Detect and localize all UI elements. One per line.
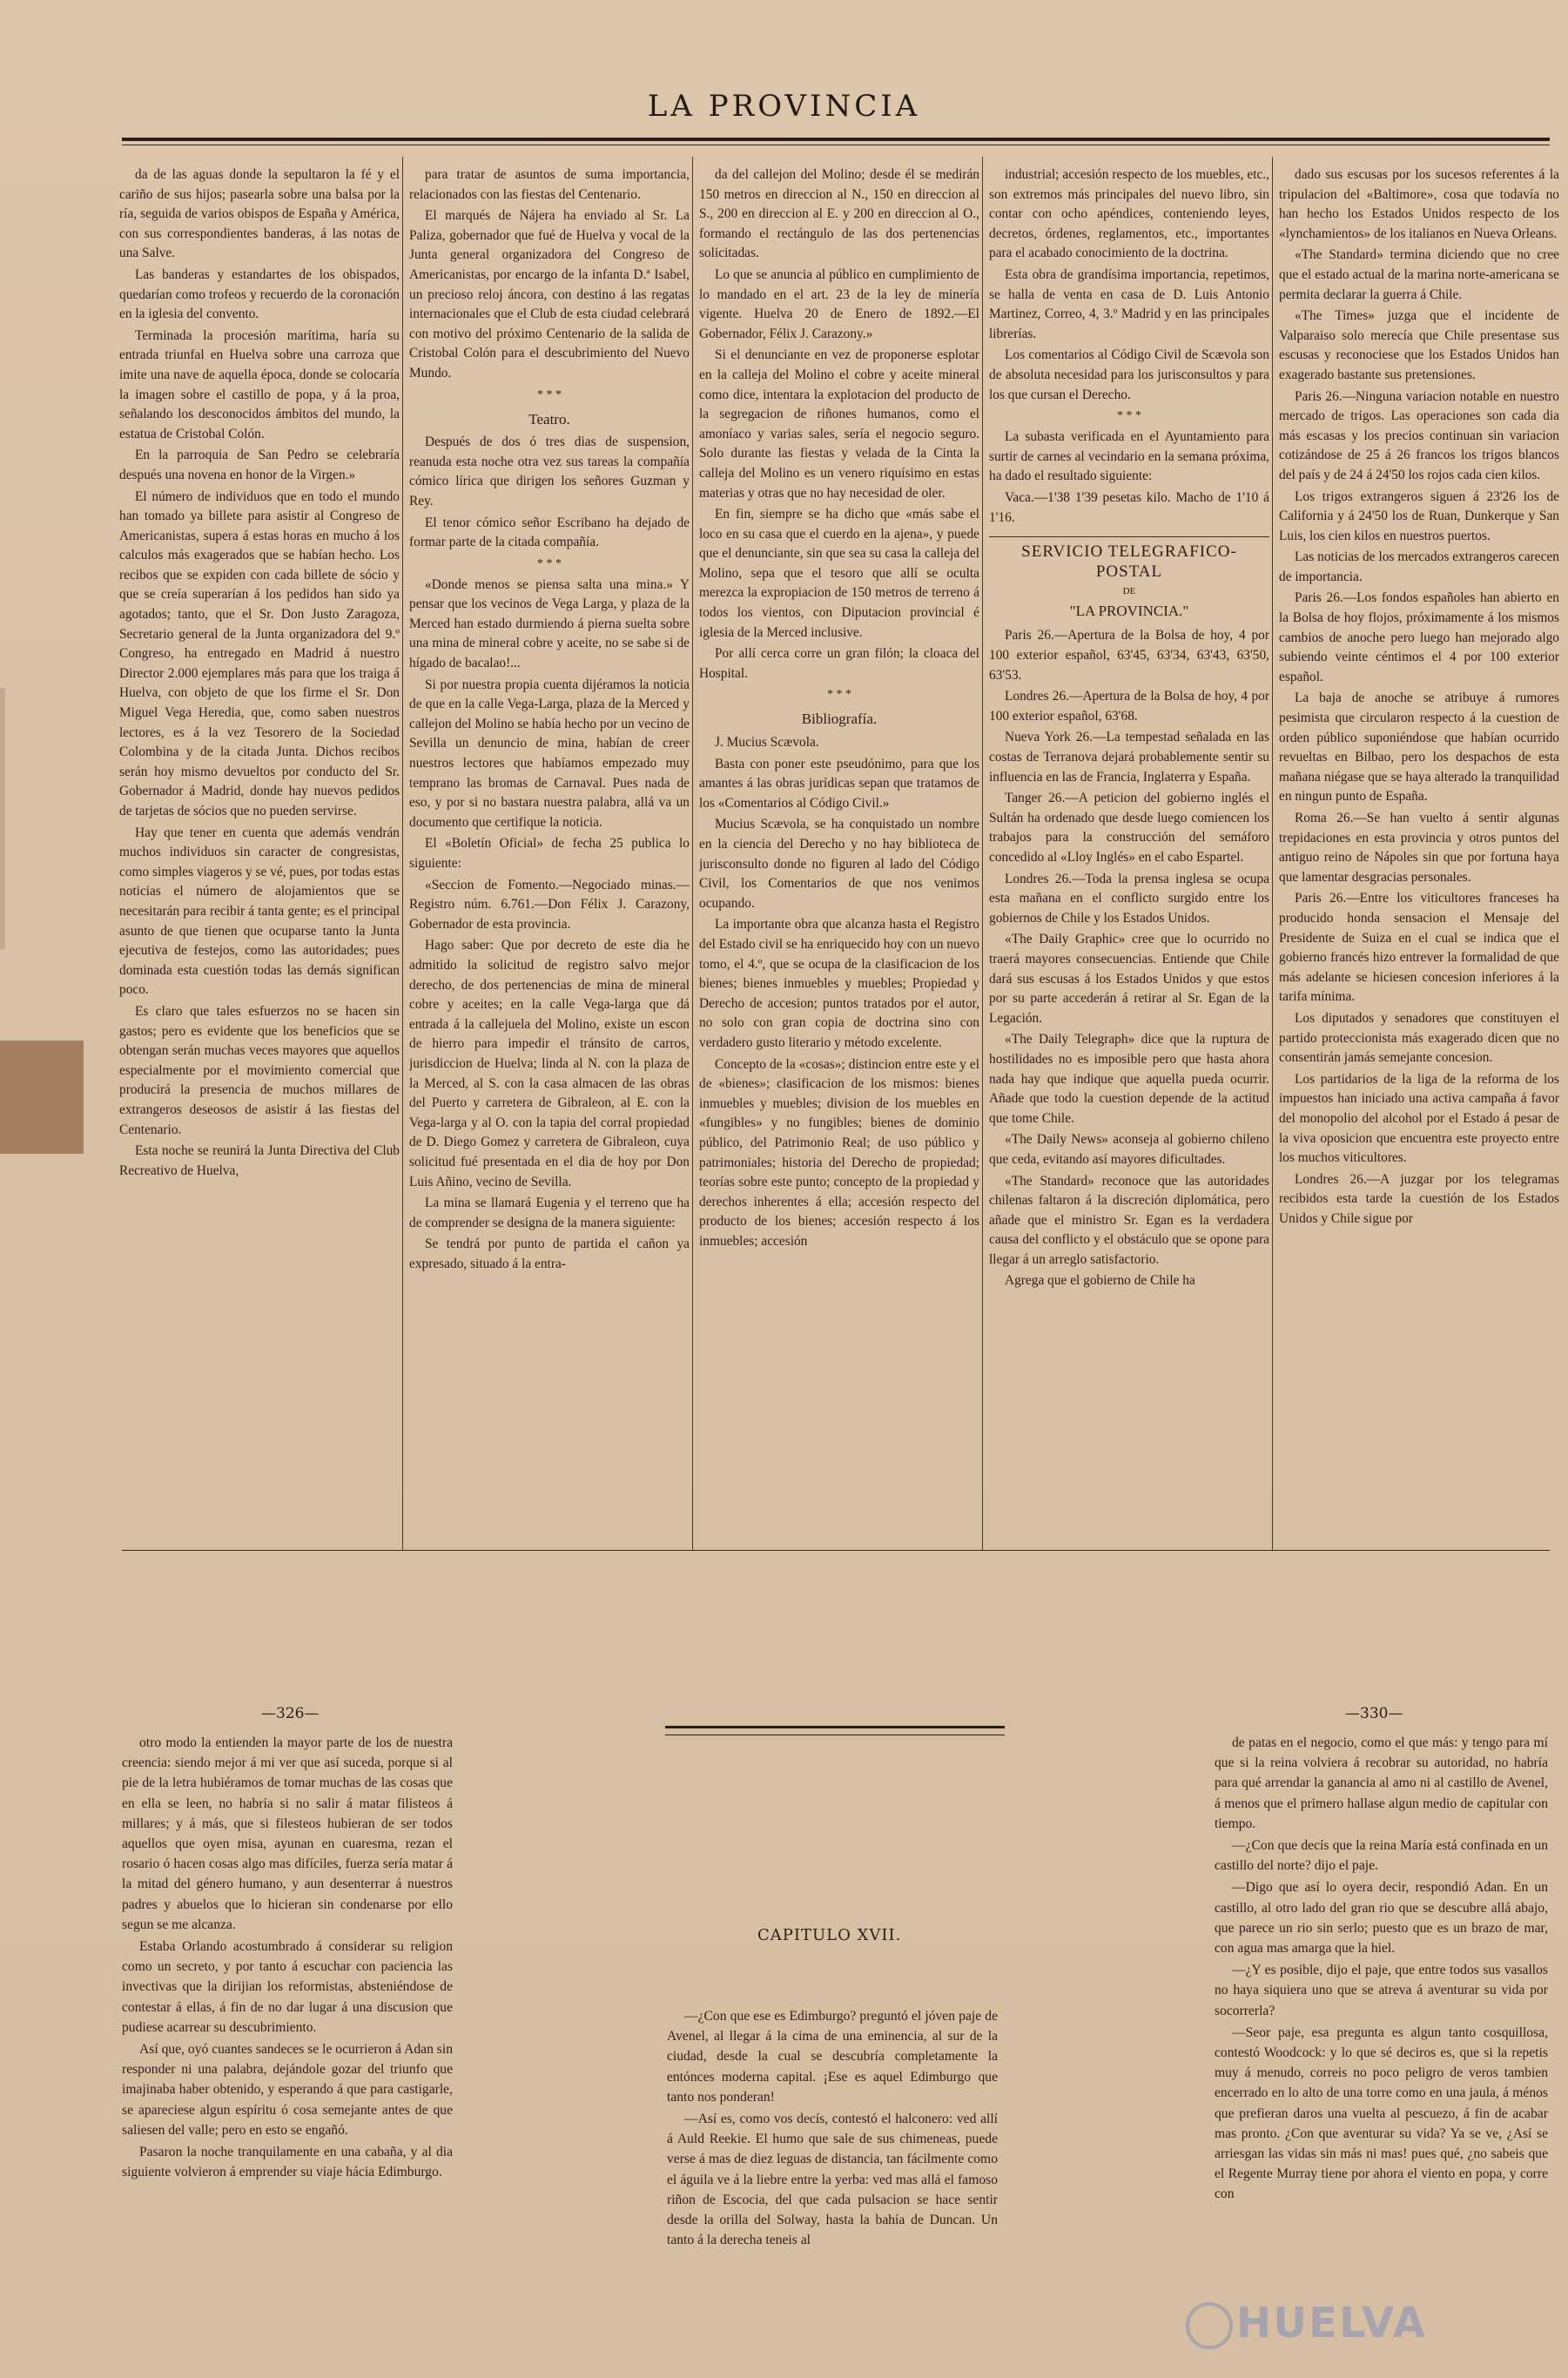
column-2-part-a [409,165,690,384]
page-edge-stain [0,688,5,949]
column-5 [1279,165,1559,1539]
paragraph: Mucius Scævola, se ha conquistado un nombre en la ciencia del Derecho y no hay biblioteca de jurisconsulto donde no figuren al lado del Código Civil, los Comentarios de que nos venimos ocupando. [699,817,979,911]
right-page-number: —330— [1345,1705,1403,1722]
column-4 [989,165,1269,1539]
paragraph: «The Standard» reconoce que las autoridades chilenas faltaron á la discreción diplomática, pero añade que el ministro Sr. Egan es la verdadera causa del conflicto y el obstáculo que se opone para llegar á un arreglo satisfactorio. [989,1173,1269,1267]
paragraph: Basta con poner este pseudónimo, para que los amantes á las obras jurídicas sepan que tratamos de los «Comentarios al Código Civil.» [699,756,979,811]
paragraph: Los diputados y senadores que constituyen el partido proteccionista más exagerado dicen que no consentirán jamás semejante concesion. [1279,1010,1559,1066]
chapter-top-rule [665,1726,1005,1728]
section-divider-asterism: * * * [537,556,562,570]
paragraph: dado sus escusas por los sucesos referentes á la tripulacion del «Baltimore», cosa que todavía no han hecho los Estados Unidos respecto de los «lynchamientos» de los italianos en Nueva Orleans. [1279,167,1559,241]
paragraph: Paris 26.—Ninguna variacion notable en nuestro mercado de trigos. Las operaciones son cada dia más escasas y los precios continuan sin variacion cotizándose de 25 á 26 francos los trigos blancos del país y de 24 á 24'50 los rojos cada cien kilos. [1279,388,1559,482]
paragraph: industrial; accesión respecto de los muebles, etc., son extremos más principales del nuevo libro, sin contar con ocho apéndices, conteniendo leyes, decretos, órdenes, reglamentos, etc., importantes para el acabado conocimiento de la doctrina. [989,167,1269,261]
column-3 [699,165,979,1539]
paragraph: Roma 26.—Se han vuelto á sentir algunas trepidaciones en esta provincia y otros puntos del antiguo reino de Nápoles sin que por fortuna haya que lamentar desgracias personales. [1279,811,1559,885]
paragraph: «The Standard» termina diciendo que no cree que el estado actual de la marina norte-americana se permita declarar la guerra á Chile. [1279,247,1559,302]
paragraph: Así que, oyó cuantes sandeces se le ocurrieron á Adan sin responder ni una palabra, dejándole gozar del triunfo que imajinaba haber obtenido, y esperando á que para castigarle, se apareciese algun espíritu ó cosa semejante antes de que saliesen del valle; pero en esto se engañó. [122,2042,453,2138]
column-2-part-c [409,576,690,1275]
paragraph: El número de individuos que en todo el mundo han tomado ya billete para asistir al Congreso de Americanistas, supera á estas horas en mucho á los calculos más exagerados que se habían hecho. Los recibos que se expiden con cada billete de sócio y que se creía superarían á los pedidos han sido ya agotados; tanto, que el Sr. Don Justo Zaragoza, Secretario general de la Junta organizadora del 9.º Congreso, ha entregado en Madrid á nuestro Director 2.000 ejemplares más para que los traiga á Huelva, con objeto de que los firme el Sr. Don Miguel Vega Heredia, que, como saben nuestros lectores, es á la vez Tesorero de la Sociedad Colombina y de la citada Junta. Dichos recibos serán hoy mismo devueltos por conducto del Sr. Gobernador á Madrid, donde hay nuevos pedidos de tarjetas de sócios que no pueden servirse. [119,488,400,818]
paragraph: «The Times» juzga que el incidente de Valparaiso solo merecía que Chile presentase sus escusas y reconociese que los Estados Unidos han exagerado bastante sus pretensiones. [1279,308,1559,382]
paragraph: Esta noche se reunirá la Junta Directiva del Club Recreativo de Huelva, [119,1143,400,1178]
column-3-part-b [699,733,979,1251]
paragraph: Agrega que el gobierno de Chile ha [1005,1273,1195,1289]
chapter-heading: CAPITULO XVII. [757,1926,902,1944]
paragraph: Terminada la procesión marítima, haría su entrada triunfal en Huelva sobre una carroza que imite una nave de aquella época, donde se colocaría la imagen sobre el castillo de popa, y á la proa, señalando los desconocidos ámbitos del mundo, la estatua de Cristobal Colón. [119,327,400,441]
paragraph: Paris 26.—Los fondos españoles han abierto en la Bolsa de hoy flojos, próximamente á los mismos cambios de anoche pero luego han mejorado algo subiendo veinte céntimos el 4 por 100 exterior español. [1279,590,1559,684]
paragraph: El tenor cómico señor Escribano ha dejado de formar parte de la citada compañía. [409,515,690,550]
paragraph: Los partidarios de la liga de la reforma de los impuestos han iniciado una activa campaña á favor del monopolio del alcohol por el Estado á pesar de la viva oposicion que encuentra este proyecto entre los muchos viticultores. [1279,1071,1559,1166]
masthead: LA PROVINCIA [647,89,921,124]
paper-stain [0,1041,84,1154]
paragraph: La baja de anoche se atribuye á rumores pesimista que circularon respecto á la cuestion de orden público suponiéndose que habían ocurrido revueltas en Bilbao, pero los despachos de esta mañana niégase que se haya alterado la tranquilidad en ningun punto de España. [1279,690,1559,805]
paragraph: «The Daily News» aconseja al gobierno chileno que ceda, evitando así mayores dificultades. [989,1132,1269,1167]
paragraph: «Seccion de Fomento.—Negociado minas.—Registro núm. 6.761.—Don Félix J. Carazony, Gobernador de esta provincia. [409,877,690,932]
paragraph: —Así es, como vos decís, contestó el halconero: ved allí á Auld Reekie. El humo que sale de sus chimeneas, puede verse á mas de diez leguas de distancia, tan fácilmente como el águila ve á la liebre entre la yerba: ved mas allá el famoso riñon de Escocia, del que cada pulsacion se hace sentir desde la orilla del Solway, hasta la bahía de Duncan. Un tanto á la derecha teneis al [667,2112,998,2248]
servicio-telegrafico-heading: SERVICIO TELEGRAFICO-POSTAL [989,536,1269,582]
paragraph: Nueva York 26.—La tempestad señalada en las costas de Terranova dejará probablemente sentir su influencia en las de Francia, Inglaterra y España. [989,730,1269,785]
paragraph: Después de dos ó tres dias de suspension, reanuda esta noche otra vez sus tareas la compañía cómico lírica que dirigen los señores Guzman y Rey. [409,435,690,509]
paragraph: Hago saber: Que por decreto de este dia he admitido la solicitud de registro salvo mejor derecho, de dos pertenencias de mina de mineral cobre y aceites; en la calle Vega-larga que dá entrada á la callejuela del Molino, existe un escon de hierro para impedir el tránsito de carros, jurisdiccion de Huelva; linda al N. con la plaza de la Merced, al S. con la casa almacen de las obras del Puerto y carretera de Gibraleon, al E. con la Vega-larga y al O. con la tapia del corral propiedad de D. Diego Gomez y carretera de Gibraleon, cuya solicitud fué presentada en el dia de hoy por Don Luis Añino, vecino de Sevilla. [409,938,690,1189]
column-separator [982,157,983,1550]
paragraph: da del callejon del Molino; desde él se medirán 150 metros en direccion al N., 150 en direccion al S., 200 en direccion al E. y 200 en direccion al O., formando el rectángulo de las dos pertenencias solicitadas. [699,167,979,261]
folletin-middle-column [667,2006,998,2320]
paragraph: de patas en el negocio, como el que más: y tengo para mí que si la reina volviera á recobrar su autoridad, no habría para qué arrendar la ganancia al amo ni al castillo de Avenel, á menos que el primero hallase algun medio de capitular con tiempo. [1215,1735,1548,1831]
columns-bottom-rule [122,1550,1550,1551]
paragraph: Si el denunciante en vez de proponerse esplotar en la calleja del Molino el cobre y aceite mineral como dice, intentara la explotacion del producto de la segregacion de riñones humanos, como el amoníaco y varias sales, sería el negocio seguro. Solo durante las fiestas y velada de la Cinta la calleja del Molino es un venero riquísimo en estas materias y otras que no hay necesidad de oler. [699,347,979,501]
paragraph: Lo que se anuncia al público en cumplimiento de lo mandado en el art. 23 de la ley de minería vigente. Huelva 20 de Enero de 1892.—El Gobernador, Félix J. Carazony.» [699,266,979,341]
paragraph: da de las aguas donde la sepultaron la fé y el cariño de sus hijos; pasearla sobre una balsa por la ría, seguida de varios obispos de España y América, con sus correspondientes banderas, á las notas de una Salve. [119,167,400,261]
paragraph: Hay que tener en cuenta que además vendrán muchos individuos sin caracter de congresistas, como simples viageros y se vé, pues, por todas estas noticias el número de alojamientos que se necesitarán para recibir á tanta gente; es el principal asunto de que tienen que ocuparse tanto la Junta ejecutiva de festejos, como las autoridades; pues dominada esta cuestión todas las demás significan poco. [119,825,400,998]
servicio-newspaper-name: "LA PROVINCIA." [1069,602,1189,619]
paragraph: Estaba Orlando acostumbrado á considerar su religion como un secreto, y por tanto á escuchar con paciencia las invectivas que la dirijian los reformistas, absteniéndose de contestar á ellas, á fin de no dar lugar á una discusion que pudiese acarrear su descubrimiento. [122,1939,453,2035]
paragraph: Se tendrá por punto de partida el cañon ya expresado, situado á la entra- [409,1236,690,1271]
paragraph: —¿Con que ese es Edimburgo? preguntó el jóven paje de Avenel, al llegar á la cima de una eminencia, al sur de la ciudad, desde la cual se descubría completamente la entónces moderna capital. ¡Ese es aquel Edimburgo que tanto nos ponderan! [667,2009,998,2105]
paragraph: Si por nuestra propia cuenta dijéramos la noticia de que en la calle Vega-Larga, plaza de la Merced y callejon del Molino se había hecho por un vecino de Sevilla un denuncio de mina, habían de creer nuestros lectores que habíamos empezado muy temprano las bromas de Carnaval. Pues nada de eso, y por si no bastara nuestra palabra, allá va un documento que certifique la noticia. [409,677,690,830]
column-separator [402,157,403,1550]
left-page-number: —326— [261,1705,320,1722]
paragraph: Pasaron la noche tranquilamente en una cabaña, y al dia siguiente volvieron á emprender su viaje hácia Edimburgo. [122,2145,453,2180]
paragraph: —¿Y es posible, dijo el paje, que entre todos sus vasallos no haya siquiera uno que se atreva á aventurar su vida por socorrerla? [1215,1963,1548,2018]
bibliografia-heading: Bibliografía. [801,711,878,728]
column-2 [409,165,690,1539]
column-3-part-a [699,165,979,684]
paragraph: para tratar de asuntos de suma importancia, relacionados con las fiestas del Centenario. [409,167,690,202]
paragraph: Tanger 26.—A peticion del gobierno inglés el Sultán ha ordenado que desde luego comiencen los trabajos para la construcción del semáforo concedido al «Lloy Inglés» en el cabo Espartel. [989,791,1269,865]
paragraph: Londres 26.—Toda la prensa inglesa se ocupa esta mañana en el conflicto surgido entre los gobiernos de Chile y los Estados Unidos. [989,871,1269,926]
folletin-left-column [122,1733,453,2325]
section-divider-asterism: * * * [827,688,851,702]
paragraph: El marqués de Nájera ha enviado al Sr. La Paliza, gobernador que fué de Huelva y vocal de la Junta general organizadora del Congreso de Americanistas, por encargo de la infanta D.ª Isabel, un precioso reloj áncora, con destino á las regatas internacionales que el Club de esta ciudad celebrará con motivo del próximo Centenario de la salida de Cristobal Colón para el descubrimiento del Nuevo Mundo. [409,208,690,381]
column-1 [119,165,400,1539]
paragraph: «The Daily Telegraph» dice que la ruptura de hostilidades no es imposible pero que hasta ahora nada hay que indique que aquella pueda ocurrir. Añade que todo la cuestion depende de la actitud que tome Chile. [989,1032,1269,1126]
paragraph: —Digo que así lo oyera decir, respondió Adan. En un castillo, al otro lado del gran rio que se descubre allá abajo, que parece un rio sin serlo; puesto que es un brazo de mar, con agua mas amarga que la hiel. [1215,1880,1548,1957]
paragraph: Paris 26.—Entre los viticultores franceses ha producido honda sensacion el Mensaje del Presidente de Suiza en el cual se indica que el gobierno francés hizo entrever la formalidad de que más adelante se hiciesen concesion inferiores á la tarifa mínima. [1279,891,1559,1005]
paragraph: Londres 26.—Apertura de la Bolsa de hoy, 4 por 100 exterior español, 63'68. [989,689,1269,724]
paragraph: La importante obra que alcanza hasta el Registro del Estado civil se ha enriquecido hoy con un nuevo tomo, el 4.º, que se ocupa de la clasificacion de los bienes; bienes inmuebles y muebles; Propiedad y Derecho de accesion; puntos tratados por el autor, no solo con gran copia de doctrina sino con verdadero gusto literario y método excelente. [699,917,979,1050]
section-divider-asterism: * * * [1117,409,1141,423]
paragraph: En la parroquia de San Pedro se celebraría después una novena en honor de la Virgen.» [119,448,400,482]
paragraph: El «Boletín Oficial» de fecha 25 publica lo siguiente: [409,836,690,871]
paragraph: otro modo la entienden la mayor parte de los de nuestra creencia: siendo mejor á mi ver que así suceda, porque si al pie de la letra hubiéramos de tomar muchas de las cosas que en ella se leen, no habría si no salir á matar filisteos á millares; y á más, que si filesteos hubieran de ser todos aquellos que oyen misa, ayunan en cuaresma, rezan el rosario ó hacen cosas algo mas difíciles, fuerza sería matar á la mitad del género humano, y aun desenterrar á nuestros padres y abuelos que lo hicieran sin condenarse por ello segun se me alcanza. [122,1735,453,1932]
paragraph: Concepto de la «cosas»; distincion entre este y el de «bienes»; clasificacion de los mismos: bienes inmuebles y muebles; division de los muebles en «fungibles» y no fungibles; bienes de dominio público, del Patrimonio Real; de uso público y patrimoniales; historia del Derecho de propiedad; teorías sobre este punto; concepto de la propiedad y derechos inherentes á ella; accesión respecto del producto de los bienes; accesión respecto á los inmuebles; accesión [699,1056,979,1249]
paragraph: «The Daily Graphic» cree que lo ocurrido no traerá mayores consecuencias. Entiende que Chile dará sus escusas á los Estados Unidos y que estos por su parte accederán á retirar al Sr. Egan de la Legación. [989,932,1269,1026]
teatro-heading: Teatro. [528,410,570,428]
header-rule [122,138,1550,141]
column-2-part-b [409,433,690,553]
servicio-de: DE [1122,586,1136,597]
paragraph: Londres 26.—A juzgar por los telegramas recibidos esta tarde la cuestión de los Estados Unidos y Chile sigue por [1279,1171,1559,1226]
paragraph: Los comentarios al Código Civil de Scævola son de absoluta necesidad para los jurisconsultos y para los que cursan el Derecho. [989,347,1269,402]
paragraph: En fin, siempre se ha dicho que «más sabe el loco en su casa que el cuerdo en la ajena», y puede que el denunciante, sin que sea su casa la calleja del Molino, sepa que el tesoro que allí se oculta merezca la expropiacion de 150 metros de terreno á todos los vientos, con Diputacion provincial é iglesia de la Merced inclusive. [699,507,979,640]
archive-watermark: HUELVA [1236,2299,1427,2348]
paragraph: «Donde menos se piensa salta una mina.» Y pensar que los vecinos de Vega Larga, y plaza de la Merced han estado durmiendo á pierna suelta sobre una mina de mineral cobre y aceite, no se sabe si de hígado de bacalao!... [409,576,690,671]
paragraph: Vaca.—1'38 1'39 pesetas kilo. Macho de 1'10 á 1'16. [989,489,1269,525]
section-divider-asterism: * * * [537,387,562,401]
paragraph: —Seor paje, esa pregunta es algun tanto cosquillosa, contestó Woodcock: y lo que sé deciros es, que si la repetis muy á menudo, correis no poco peligro de veros tambien encerrado en lo alto de una torre como en una jaula, á ménos que prefieran daros una vuelta al pescuezo, á fin de acabar mas pronto. ¿Con que aventurar su vida? Ya se ve, ¿Así se arriesgan las vidas sin más ni mas! pues qué, ¿no sabeis que el Regente Murray tiene por ahora el viento en popa, y corre con [1215,2024,1548,2202]
paragraph: La mina se llamará Eugenia y el terreno que ha de comprender se designa de la manera siguiente: [409,1196,690,1230]
column-4-part-c [989,626,1269,1291]
paragraph: —¿Con que decís que la reina María está confinada en un castillo del norte? dijo el paje. [1215,1838,1548,1874]
column-separator [692,157,693,1550]
column-4-part-b [989,428,1269,528]
paragraph: Por allí cerca corre un gran filón; la cloaca del Hospital. [699,646,979,681]
archive-seal-icon [1186,2302,1233,2349]
column-4-part-a [989,165,1269,405]
paragraph: Las banderas y estandartes de los obispados, quedarían como trofeos y recuerdo de la coronación en la iglesia del convento. [119,266,400,322]
paragraph: Los trigos extrangeros siguen á 23'26 los de California y á 24'50 los de Ruan, Dunkerque y San Luis, los cien kilos en nuestros puertos. [1279,488,1559,543]
paragraph: Es claro que tales esfuerzos no se hacen sin gastos; pero es evidente que los beneficios que se obtengan serán muchas veces mayores que aquellos especialmente por el movimiento comercial que producirá la presencia de muchos millares de extrangeros deseosos de asistir á las fiestas del Centenario. [119,1003,400,1137]
paragraph: Esta obra de grandísima importancia, repetimos, se halla de venta en casa de D. Luis Antonio Martinez, Correo, 4, 3.º Madrid y en las principales librerías. [989,266,1269,341]
paragraph: La subasta verificada en el Ayuntamiento para surtir de carnes al vecindario en la semana próxima, ha dado el resultado siguiente: [989,429,1269,484]
paragraph: J. Mucius Scævola. [715,735,819,751]
paragraph: Paris 26.—Apertura de la Bolsa de hoy, 4 por 100 exterior español, 63'45, 63'34, 63'43, 63'50, 63'53. [989,628,1269,683]
paragraph: Las noticias de los mercados extrangeros carecen de importancia. [1279,549,1559,584]
column-separator [1272,157,1273,1550]
folletin-right-column [1215,1733,1548,2325]
